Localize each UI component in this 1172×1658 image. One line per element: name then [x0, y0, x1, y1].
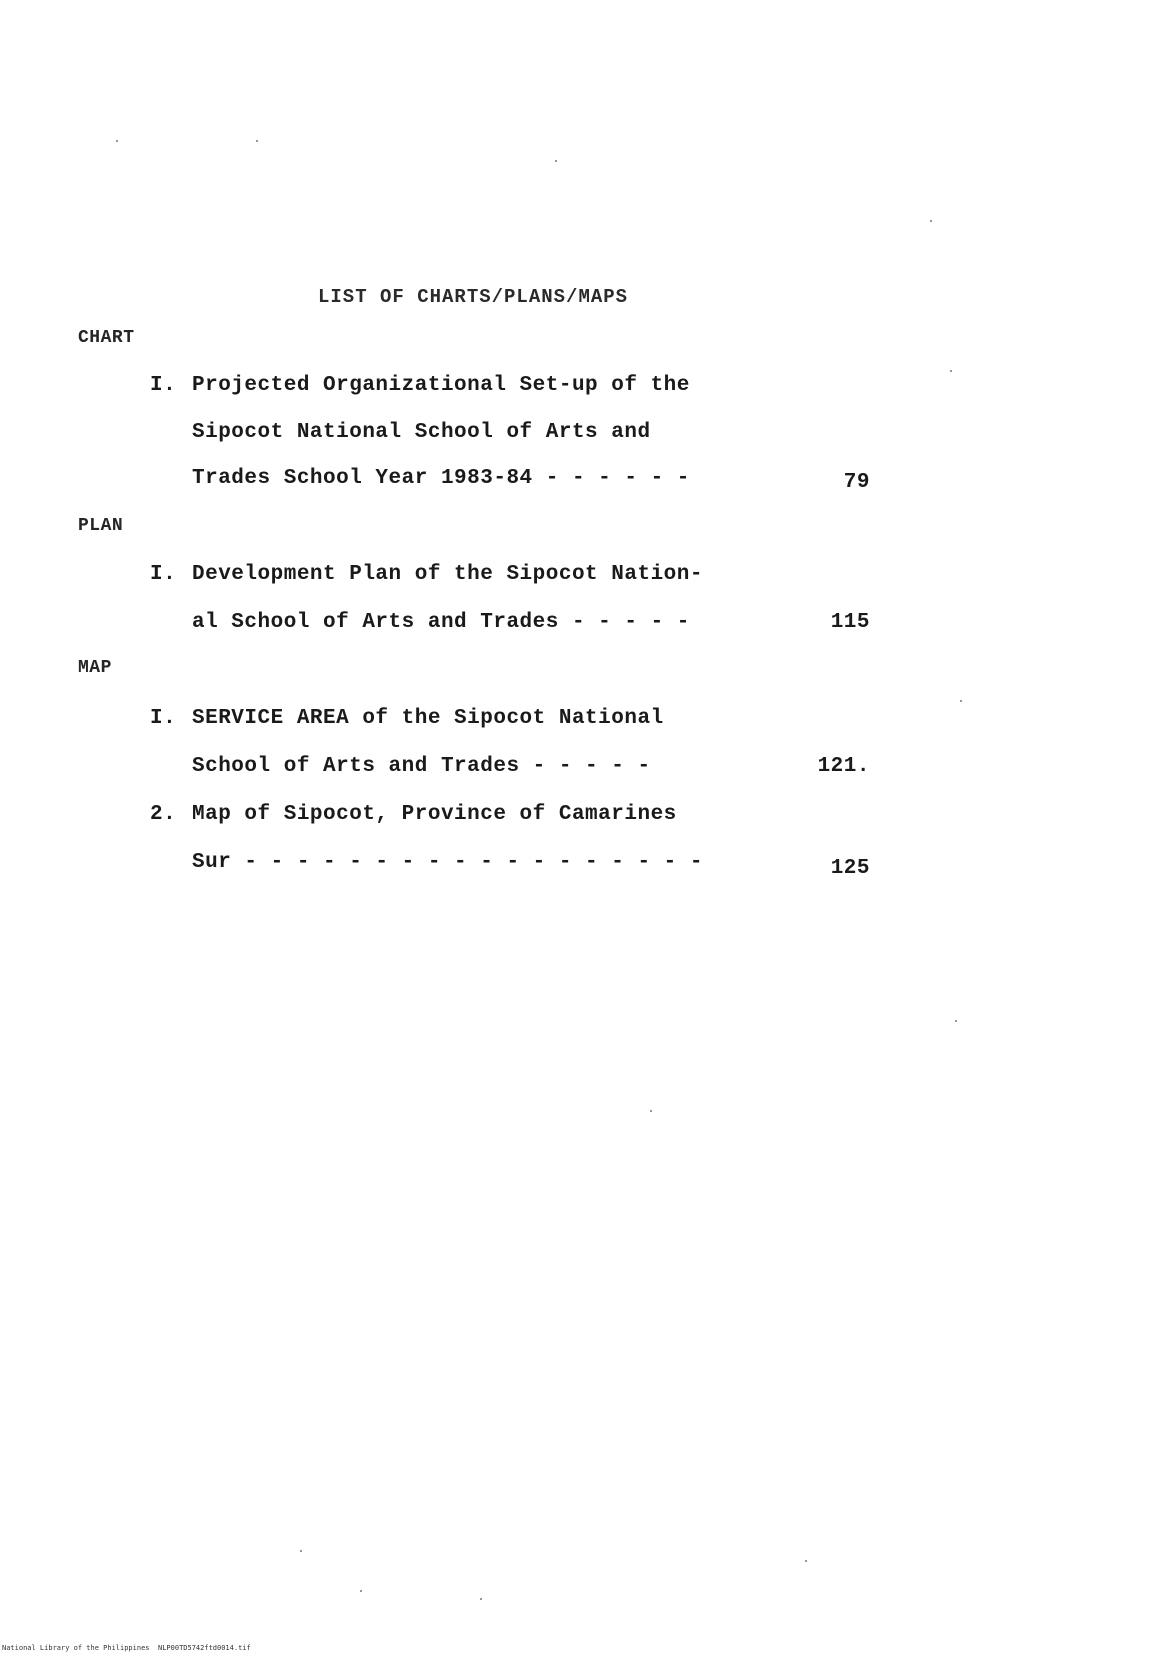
scan-speck — [955, 1020, 957, 1022]
entry-numeral: I. — [150, 374, 177, 397]
entry-numeral: I. — [150, 563, 177, 586]
entry-line: Sipocot National School of Arts and — [192, 421, 651, 444]
entry-line: Map of Sipocot, Province of Camarines — [192, 803, 677, 826]
scan-speck — [555, 160, 557, 162]
footer-filename: NLP00TD5742ftd0014.tif — [158, 1644, 251, 1652]
entry-line: al School of Arts and Trades - - - - - — [192, 611, 690, 634]
entry-line: Projected Organizational Set-up of the — [192, 374, 690, 397]
scan-speck — [650, 1110, 652, 1112]
entry-line: SERVICE AREA of the Sipocot National — [192, 707, 664, 730]
entry-numeral: I. — [150, 707, 177, 730]
scan-speck — [116, 140, 118, 142]
entry-line: Sur - - - - - - - - - - - - - - - - - - — [192, 851, 703, 874]
scan-speck — [950, 370, 952, 372]
footer-source: National Library of the Philippines — [2, 1644, 150, 1652]
entry-numeral: 2. — [150, 803, 177, 826]
entry-page-number: 125 — [830, 857, 870, 880]
section-heading-map: MAP — [78, 658, 112, 678]
entry-line: Trades School Year 1983-84 - - - - - - — [192, 467, 690, 490]
scan-speck — [256, 140, 258, 142]
entry-page-number: 79 — [843, 471, 870, 494]
scan-speck — [360, 1590, 362, 1592]
page-title: LIST OF CHARTS/PLANS/MAPS — [318, 286, 629, 308]
scan-speck — [300, 1550, 302, 1552]
scan-speck — [960, 700, 962, 702]
entry-page-number: 121. — [817, 755, 870, 778]
section-heading-chart: CHART — [78, 328, 135, 348]
entry-page-number: 115 — [830, 611, 870, 634]
entry-line: School of Arts and Trades - - - - - — [192, 755, 651, 778]
entry-line: Development Plan of the Sipocot Nation- — [192, 563, 703, 586]
scan-speck — [930, 220, 932, 222]
section-heading-plan: PLAN — [78, 516, 124, 536]
scan-speck — [480, 1598, 482, 1600]
scan-speck — [805, 1560, 807, 1562]
